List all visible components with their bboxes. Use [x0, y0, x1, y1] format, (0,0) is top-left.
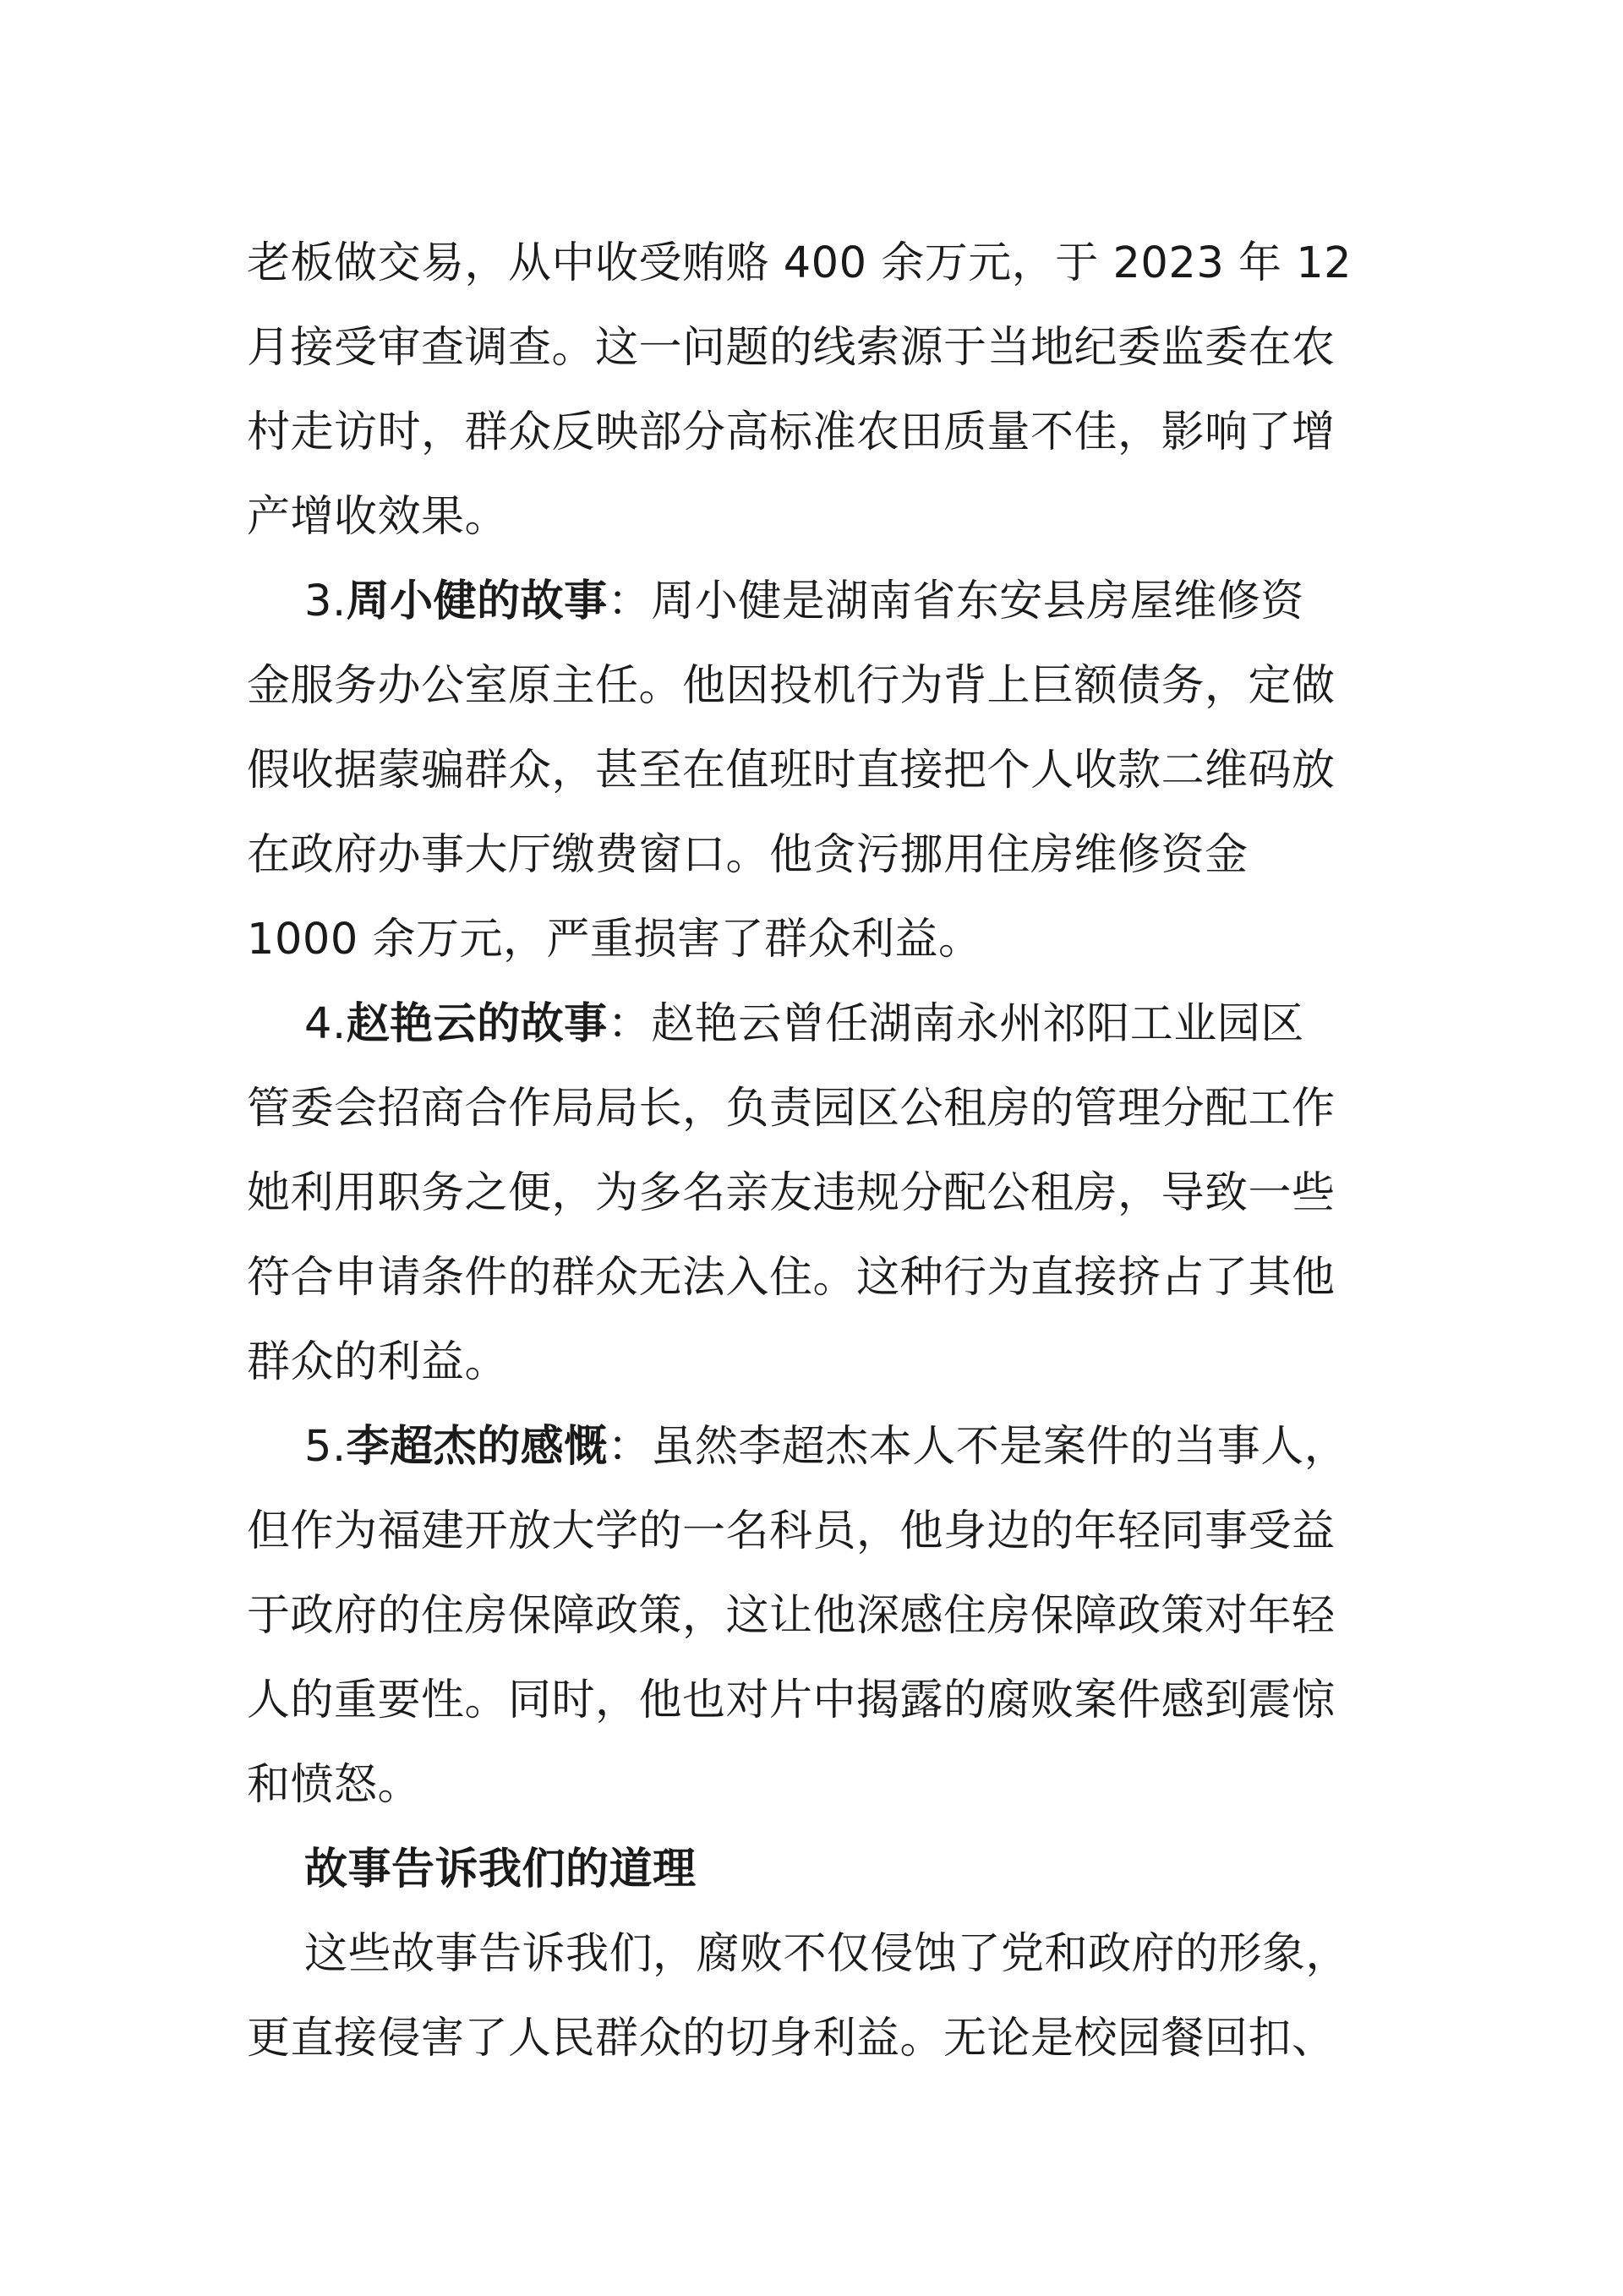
text-line [247, 1405, 1388, 1490]
text-line [247, 560, 1388, 644]
text-segment: 人的重要性。同时，他也对片中揭露的腐败案件感到震惊 [247, 1676, 1336, 1725]
text-segment: 她利用职务之便，为多名亲友违规分配公租房，导致一些 [247, 1168, 1336, 1218]
text-line [247, 982, 1388, 1067]
text-segment: 群众的利益。 [247, 1337, 509, 1387]
text-line [247, 898, 1388, 982]
text-line [247, 729, 1388, 813]
text-segment: ：虽然李超杰本人不是案件的当事人， [607, 1422, 1348, 1472]
text-line [247, 1743, 1388, 1828]
text-segment: 在政府办事大厅缴费窗口。他贪污挪用住房维修资金 [247, 830, 1249, 880]
text-line [247, 1067, 1388, 1151]
text-segment: ：赵艳云曾任湖南永州祁阳工业园区 [607, 999, 1304, 1049]
text-segment: 符合申请条件的群众无法入住。这种行为直接挤占了其他 [247, 1253, 1336, 1303]
text-segment: 村走访时，群众反映部分高标准农田质量不佳，影响了增 [247, 407, 1336, 457]
text-segment: 这些故事告诉我们，腐败不仅侵蚀了党和政府的形象， [304, 1929, 1350, 1979]
text-segment: 老板做交易，从中收受贿赂 400 余万元，于 2023 年 12 [247, 238, 1352, 288]
text-line [247, 1912, 1388, 1997]
text-line [247, 644, 1388, 729]
bold-text: 故事告诉我们的道理 [304, 1845, 697, 1894]
text-segment: 于政府的住房保障政策，这让他深感住房保障政策对年轻 [247, 1591, 1336, 1641]
text-line [247, 1151, 1388, 1236]
text-segment: 3. [304, 577, 347, 626]
text-line [247, 1320, 1388, 1405]
text-segment: 4. [304, 999, 347, 1049]
bold-text: 赵艳云的故事 [346, 999, 608, 1049]
document-body [247, 221, 1388, 2081]
text-line [247, 813, 1388, 898]
text-segment: 产增收效果。 [247, 492, 509, 542]
text-segment: 管委会招商合作局局长，负责园区公租房的管理分配工作 [247, 1084, 1336, 1134]
text-segment: 但作为福建开放大学的一名科员，他身边的年轻同事受益 [247, 1506, 1336, 1556]
section-heading [247, 1828, 1388, 1912]
text-line [247, 306, 1388, 391]
text-line [247, 1574, 1388, 1659]
bold-text: 李超杰的感慨 [346, 1422, 608, 1472]
text-segment: 更直接侵害了人民群众的切身利益。无论是校园餐回扣、 [247, 2014, 1336, 2064]
text-segment: 1000 余万元，严重损害了群众利益。 [247, 915, 982, 965]
text-segment: 金服务办公室原主任。他因投机行为背上巨额债务，定做 [247, 661, 1336, 711]
text-segment: 假收据蒙骗群众，甚至在值班时直接把个人收款二维码放 [247, 746, 1336, 795]
text-line [247, 1997, 1388, 2081]
text-segment: 月接受审查调查。这一问题的线索源于当地纪委监委在农 [247, 323, 1336, 373]
text-line [247, 221, 1388, 306]
text-segment: 和愤怒。 [247, 1760, 422, 1810]
text-line [247, 1236, 1388, 1320]
text-line [247, 391, 1388, 475]
text-line [247, 1659, 1388, 1743]
bold-text: 周小健的故事 [346, 577, 608, 626]
text-line [247, 1490, 1388, 1574]
text-segment: ：周小健是湖南省东安县房屋维修资 [607, 577, 1304, 626]
text-segment: 5. [304, 1422, 347, 1472]
text-line [247, 475, 1388, 560]
